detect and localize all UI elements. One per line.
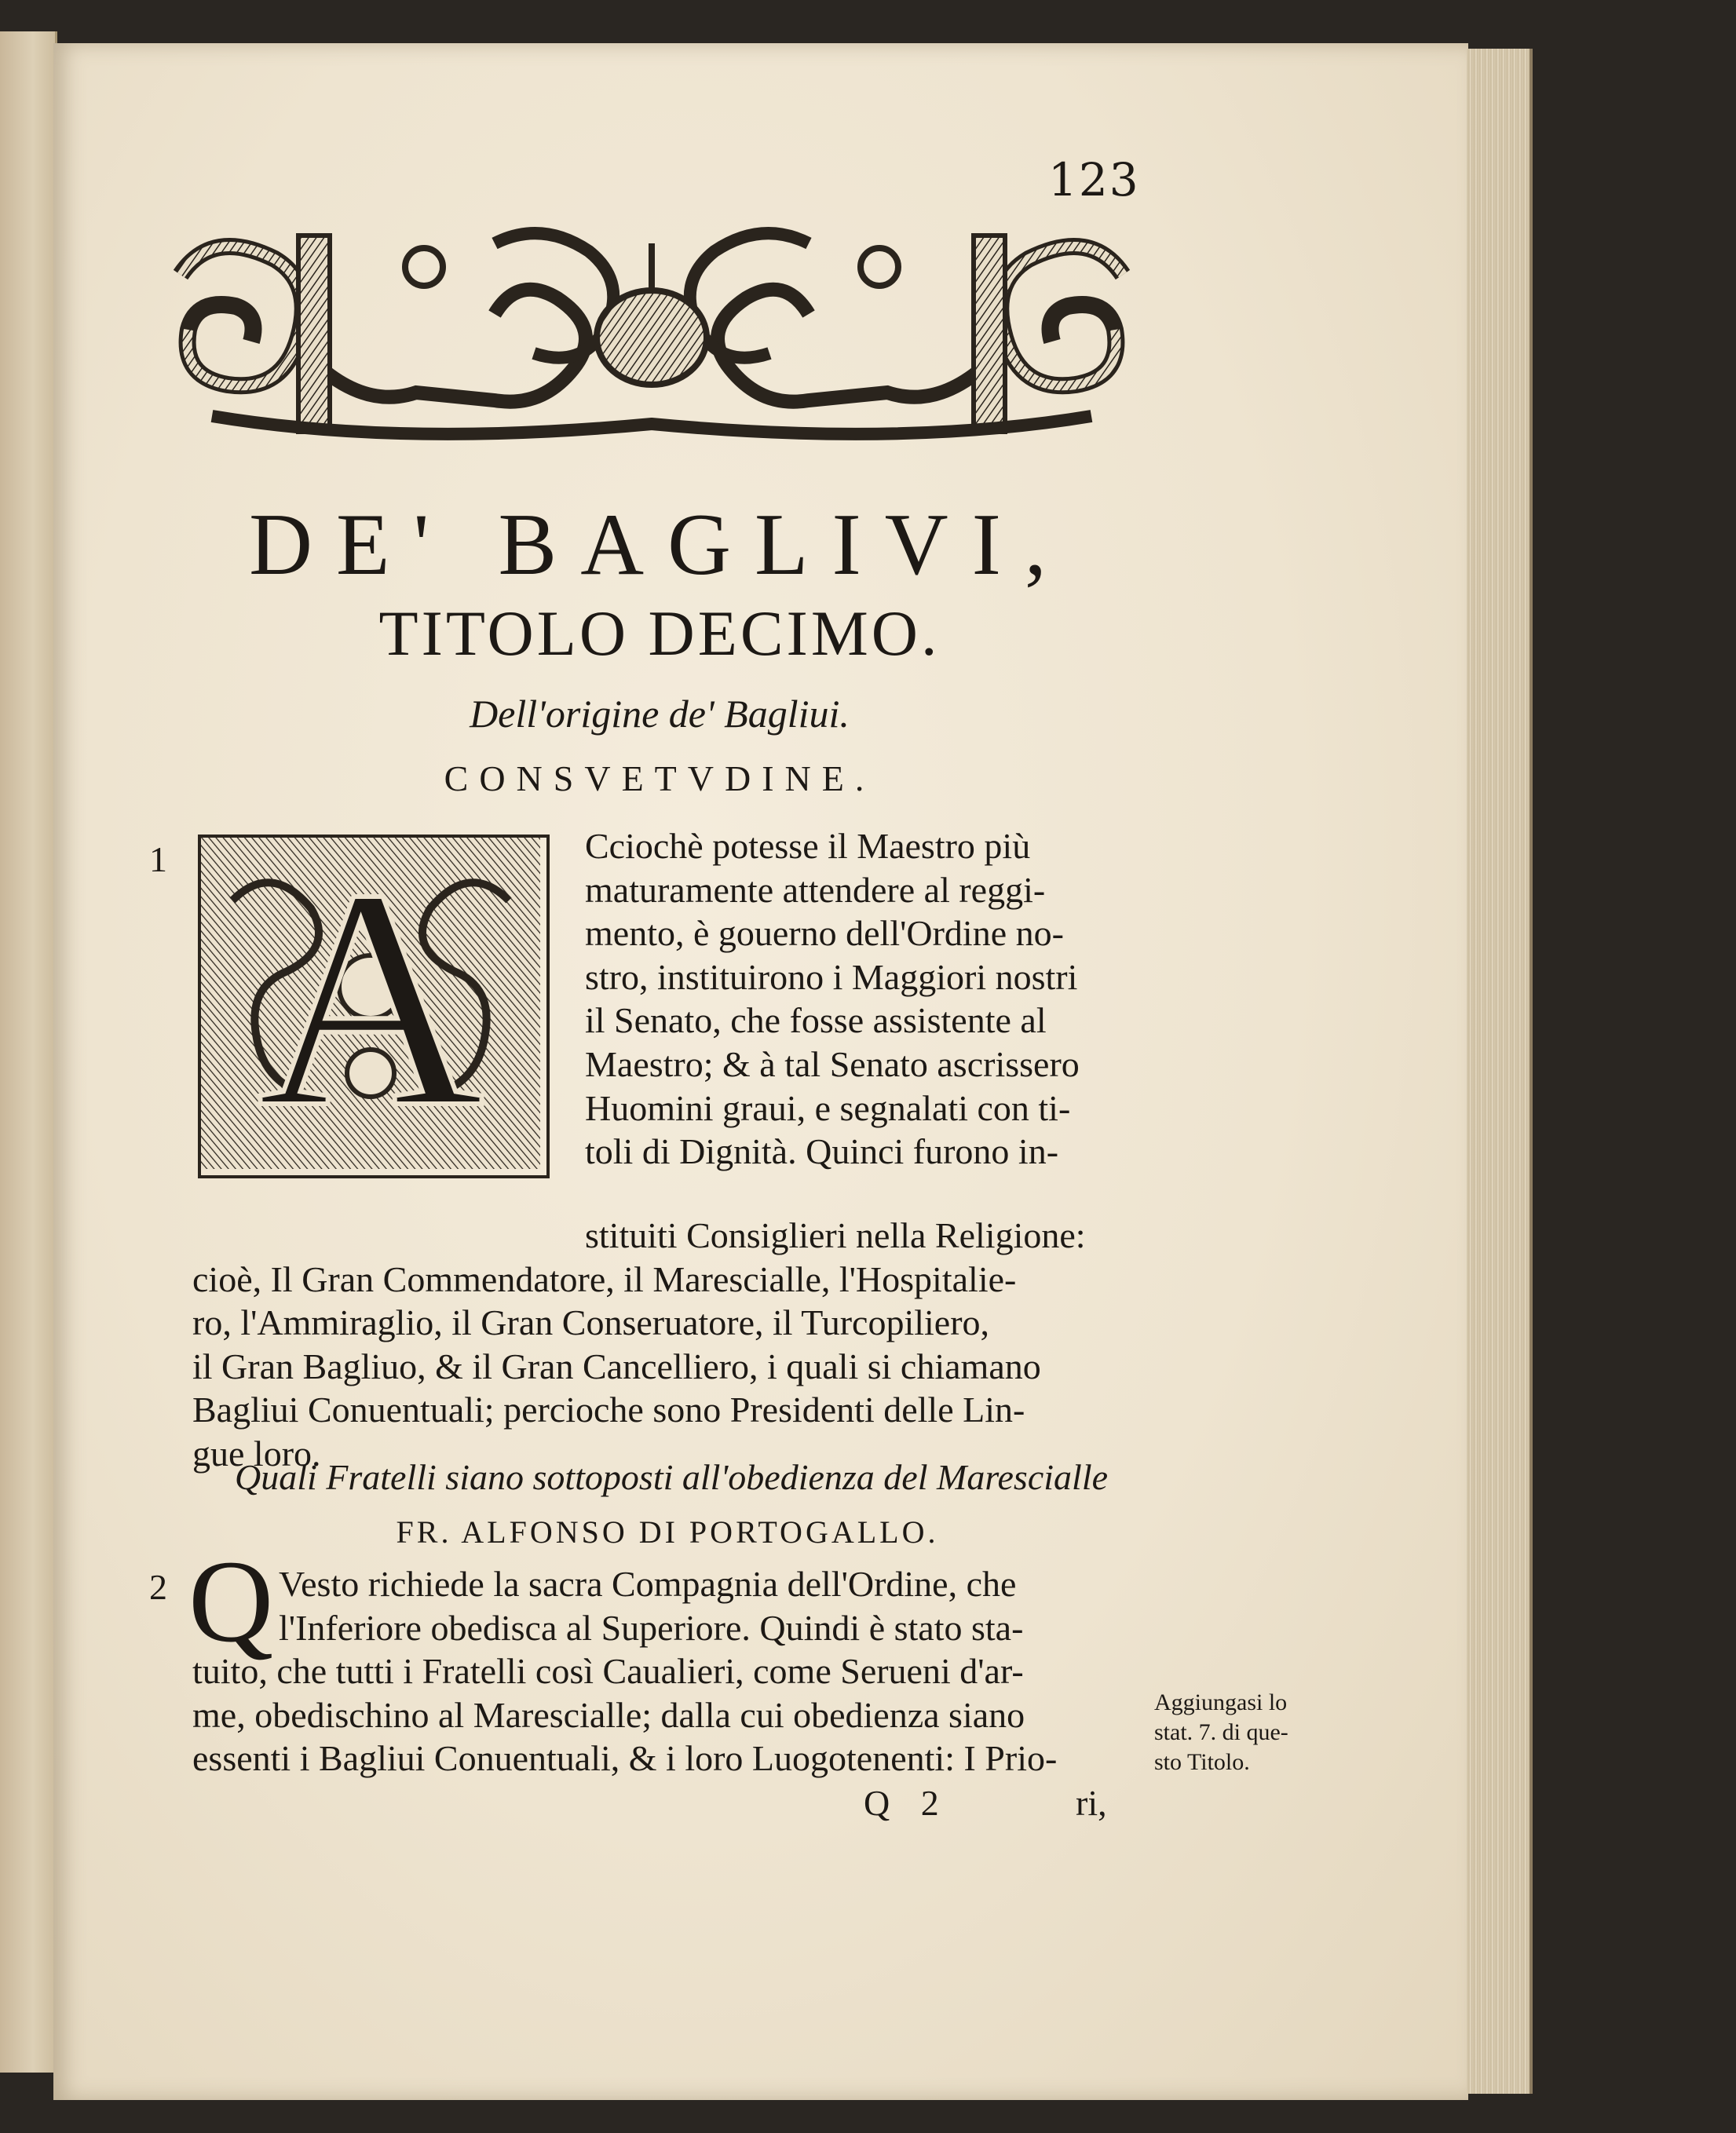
text-line: Maestro; & à tal Senato ascrissero	[585, 1043, 1080, 1084]
text-line: gue loro.	[192, 1433, 321, 1474]
text-line: stituiti Consiglieri nella Religione:	[585, 1215, 1086, 1255]
section-heading-2: Quali Fratelli siano sottoposti all'obedienza del Marescialle	[234, 1457, 1109, 1497]
text-line: tuito, che tutti i Fratelli così Caualieri, come Serueni d'ar-	[192, 1651, 1024, 1691]
decorated-initial	[198, 824, 550, 1178]
paragraph-2-beside-cap	[279, 1562, 1150, 1649]
section-subtitle: Dell'origine de' Bagliui.	[470, 692, 850, 736]
woodcut-headpiece	[165, 212, 1138, 455]
margin-number-2: 2	[149, 1567, 167, 1607]
margin-number: 1	[149, 839, 167, 879]
text-line: essenti i Bagliui Conuentuali, & i loro Luogotenenti: I Prio-	[192, 1738, 1058, 1779]
drop-cap-letter: A	[257, 824, 484, 1172]
text-line: Vesto richiede la sacra Compagnia dell'Ordine, che	[279, 1564, 1017, 1604]
text-line: l'Inferiore obedisca al Superiore. Quindi è stato sta-	[279, 1607, 1024, 1648]
page-edges	[1467, 49, 1533, 2094]
section-heading: CONSVETVDINE.	[444, 758, 875, 798]
text-line: maturamente attendere al reggi-	[585, 869, 1046, 910]
marginal-note	[1154, 1688, 1343, 1777]
text-line: Bagliui Conuentuali; percioche sono Presidenti delle Lin-	[192, 1390, 1025, 1430]
catchword: ri,	[1076, 1783, 1107, 1823]
signature-mark: Q 2	[864, 1783, 950, 1823]
text-line: cioè, Il Gran Commendatore, il Marescialle, l'Hospitalie-	[192, 1258, 1017, 1299]
note-line: sto Titolo.	[1154, 1749, 1250, 1775]
page-number: 123	[1048, 153, 1140, 206]
text-line: il Gran Bagliuo, & il Gran Cancelliero, i quali si chiamano	[192, 1346, 1041, 1386]
facing-page-edge	[0, 31, 57, 2073]
drop-cap-q: Q	[188, 1536, 274, 1667]
text-line: stro, instituirono i Maggiori nostri	[585, 956, 1078, 997]
note-line: Aggiungasi lo	[1154, 1689, 1288, 1715]
paragraph-1-continued	[192, 1214, 1146, 1476]
text-line: toli di Dignità. Quinci furono in-	[585, 1131, 1059, 1172]
note-line: stat. 7. di que-	[1154, 1719, 1288, 1745]
text-line: il Senato, che fosse assistente al	[585, 1000, 1047, 1041]
paragraph-2-continued	[192, 1649, 1150, 1781]
text-line: me, obedischino al Marescialle; dalla cui obedienza siano	[192, 1694, 1025, 1735]
section-author: FR. ALFONSO DI PORTOGALLO.	[396, 1514, 939, 1550]
chapter-subtitle: TITOLO DECIMO.	[378, 597, 941, 669]
text-line: Huomini graui, e segnalati con ti-	[585, 1087, 1071, 1128]
text-line: mento, è gouerno dell'Ordine no-	[585, 913, 1064, 954]
chapter-title: DE' BAGLIVI,	[249, 496, 1070, 594]
text-line: Cciochè potesse il Maestro più	[585, 826, 1031, 866]
text-line: ro, l'Ammiraglio, il Gran Conseruatore, il Turcopiliero,	[192, 1302, 990, 1343]
paragraph-1-beside-cap	[585, 824, 1142, 1174]
